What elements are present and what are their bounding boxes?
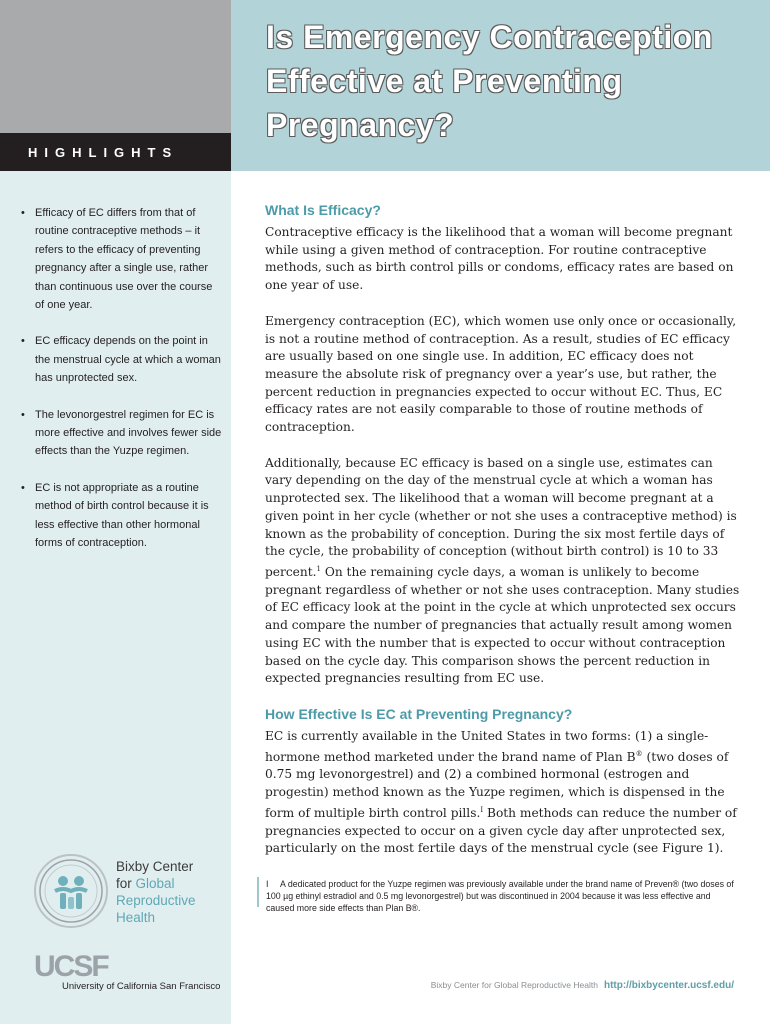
bixby-logo-icon: [33, 853, 109, 929]
page-footer: [431, 980, 734, 991]
highlight-item: • EC is not appropriate as a routine method of birth control because it is less effective than other hormonal forms of contraception.: [20, 479, 224, 553]
section-heading-effectiveness: How Effective Is EC at Preventing Pregnancy?: [265, 705, 573, 722]
logo-line-3: Reproductive: [116, 893, 196, 908]
footnote-marker: I: [266, 879, 269, 889]
registered-mark: ®: [635, 749, 643, 758]
footnote-rule: [257, 877, 259, 907]
ucsf-caption: University of California San Francisco: [62, 981, 221, 992]
highlight-item: • The levonorgestrel regimen for EC is more effective and involves fewer side effects than the Yuzpe regimen.: [20, 406, 224, 461]
citation-superscript: 1: [316, 564, 321, 573]
footnote-superscript: I: [480, 805, 484, 814]
paragraph: EC is currently available in the United States in two forms: (1) a single-hormone method marketed under the brand name of Plan B® (two doses of 0.75 mg levonorgestrel) and (2) a combined hormonal (estrogen and progestin) method known as the Yuzpe regimen, which is dispensed in the form of multiple birth control pills.$^I$ Both methods can reduce the number of pregnancies expected to occur on a given cycle day after unprotected sex, particularly on the most fertile days of the menstrual cycle (see Figure 1).: [265, 728, 737, 856]
footer-url-link[interactable]: http://bixbycenter.ucsf.edu/: [603, 980, 734, 991]
main-content: [265, 201, 741, 876]
page-title: Is Emergency Contraception Effective at Preventing Pregnancy?: [266, 19, 713, 143]
highlight-item: • EC efficacy depends on the point in the menstrual cycle at which a woman has unprotected sex.: [20, 332, 224, 387]
bixby-logo-text: [116, 858, 236, 926]
highlights-list: [20, 204, 224, 571]
footnote: [266, 878, 736, 914]
logo-line-1: Bixby Center: [116, 859, 194, 874]
highlights-label: HIGHLIGHTS: [28, 145, 179, 160]
highlight-item: • Efficacy of EC differs from that of routine contraceptive methods – it refers to the efficacy of preventing pregnancy after a single use, rather than continuous use over the course of one year.: [20, 204, 224, 314]
ucsf-logo: UCSF: [34, 950, 108, 983]
footer-org: Bixby Center for Global Reproductive Health: [430, 980, 598, 990]
section-heading-efficacy: What Is Efficacy?: [265, 202, 381, 218]
footnote-text: A dedicated product for the Yuzpe regimen was previously available under the brand name of Preven® (two doses of 100 µg ethinyl estradiol and 0.5 mg levonorgestrel) but was discontinued in 2004 because it was less effective and caused more side effects than Plan B®.: [266, 879, 734, 913]
paragraph: Emergency contraception (EC), which women use only once or occasionally, is not a routine method of contraception. As a result, studies of EC efficacy are usually based on one single use. In addition, EC efficacy does not measure the absolute risk of pregnancy over a year’s use, but rather, the percent reduction in pregnancies expected to occur without EC. Thus, EC efficacy rates are not easily comparable to those of routine methods of contraception.: [265, 313, 737, 435]
paragraph: Additionally, because EC efficacy is based on a single use, estimates can vary depending on the day of the menstrual cycle at which a woman has unprotected sex. The likelihood that a woman will become pregnant at a given point in her cycle (whether or not she uses a contraceptive method) is known as the probability of conception. During the six most fertile days of the cycle, the probability of conception (without birth control) is 10 to 33 percent.$^1$ On the remaining cycle days, a woman is unlikely to become pregnant regardless of whether or not she uses contraception. Many studies of EC efficacy look at the point in the cycle at which unprotected sex occurs and compare the number of pregnancies that actually result among women using EC with the number that is expected to occur without contraception based on the cycle day. This comparison shows the percent reduction in expected pregnancies resulting from EC use.: [265, 455, 740, 686]
sidebar-header-block: [0, 0, 231, 133]
logo-line-2: for Global: [116, 876, 175, 891]
paragraph: Contraceptive efficacy is the likelihood that a woman will become pregnant while using a given method of contraception. For routine contraceptive methods, such as birth control pills or condoms, efficacy rates are based on one year of use.: [265, 225, 734, 293]
logo-line-4: Health: [116, 910, 156, 925]
